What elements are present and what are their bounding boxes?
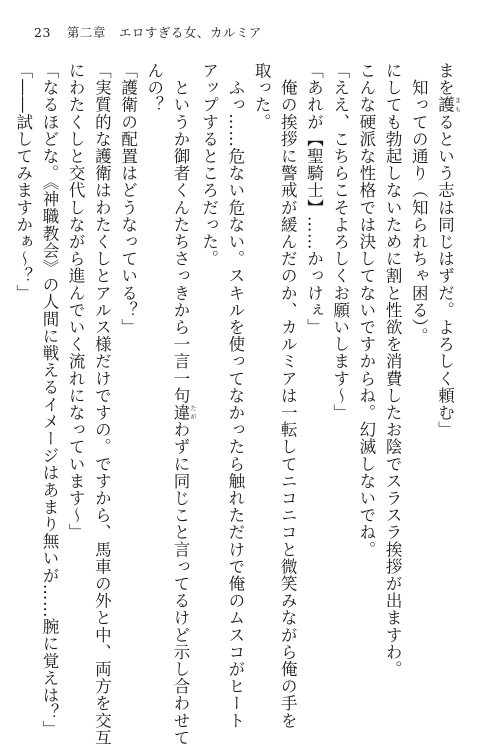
ruby-annotated-text: 違 たが [170, 404, 196, 422]
text-segment: るという志は同じはずだ。よろしく頼む」 [435, 113, 455, 439]
text-line [300, 62, 326, 668]
text-segment: んの？ [144, 62, 164, 114]
text-segment: こんな硬派な性格では決してないですからね。幻滅しないでね。 [356, 62, 376, 558]
text-line [326, 62, 352, 668]
ruby-annotated-text: 護 まも [435, 96, 461, 114]
chapter-title: 第二章 エロすぎる女、カルミア [66, 25, 262, 40]
text-segment: ふっ……危ない危ない。スキルを使ってなかったら触れただけで俺のムスコがヒート [225, 62, 245, 729]
text-segment: 「ええ、こちらこそよろしくお願いします～」 [330, 62, 350, 422]
text-segment: 「実質的な護衛はわたくしとアルス様だけですの。ですから、馬車の外と中、両方を交互 [92, 62, 112, 746]
text-segment: わずに同じこと言ってるけど示し合わせて [170, 421, 190, 746]
ruby-reading: たが [188, 404, 196, 422]
text-line [431, 62, 460, 668]
text-segment: 「あれが【聖騎士】……かっけぇ」 [304, 62, 324, 336]
text-segment: 取った。 [252, 62, 272, 131]
text-line [167, 62, 196, 746]
text-line [195, 62, 221, 668]
text-segment: まを [435, 62, 455, 97]
text-line [62, 62, 88, 668]
text-segment: 「なるほどな。《神職教会》の人間に戦えるイメージはあまり無いが……腕に覚えは？」 [39, 62, 59, 738]
page-number: 23 [34, 25, 51, 40]
text-segment: にしても勃起しないために割と性欲を消費したお陰でスラスラ挨拶が出ますわ。 [383, 62, 403, 678]
text-segment: アップするところだった。 [199, 62, 219, 268]
text-line [379, 62, 405, 678]
text-line [248, 62, 274, 668]
text-line [274, 62, 300, 729]
text-segment: というか御者くんたちさっきから一言一句 [170, 62, 190, 404]
text-line [141, 62, 167, 668]
text-segment: にわたくしと交代しながら進んでいく流れになっています～」 [66, 62, 86, 541]
text-line [353, 62, 379, 668]
ruby-reading: まも [453, 96, 461, 114]
text-segment: 「護衛の配置はどうなっている？」 [118, 62, 138, 336]
text-line [222, 62, 248, 729]
text-segment: 俺の挨拶に警戒が緩んだのか、カルミアは一転してニコニコと微笑みながら俺の手を [278, 62, 298, 729]
text-line [114, 62, 140, 668]
text-line [405, 62, 431, 668]
text-line [88, 62, 114, 746]
page-header [34, 24, 474, 42]
text-line [10, 62, 36, 668]
text-line [36, 62, 62, 738]
text-segment: 知っての通り（知られちゃ困る）。 [409, 62, 429, 345]
text-segment: 「――試してみますかぁ～？」 [13, 62, 33, 302]
body-text [13, 62, 461, 746]
